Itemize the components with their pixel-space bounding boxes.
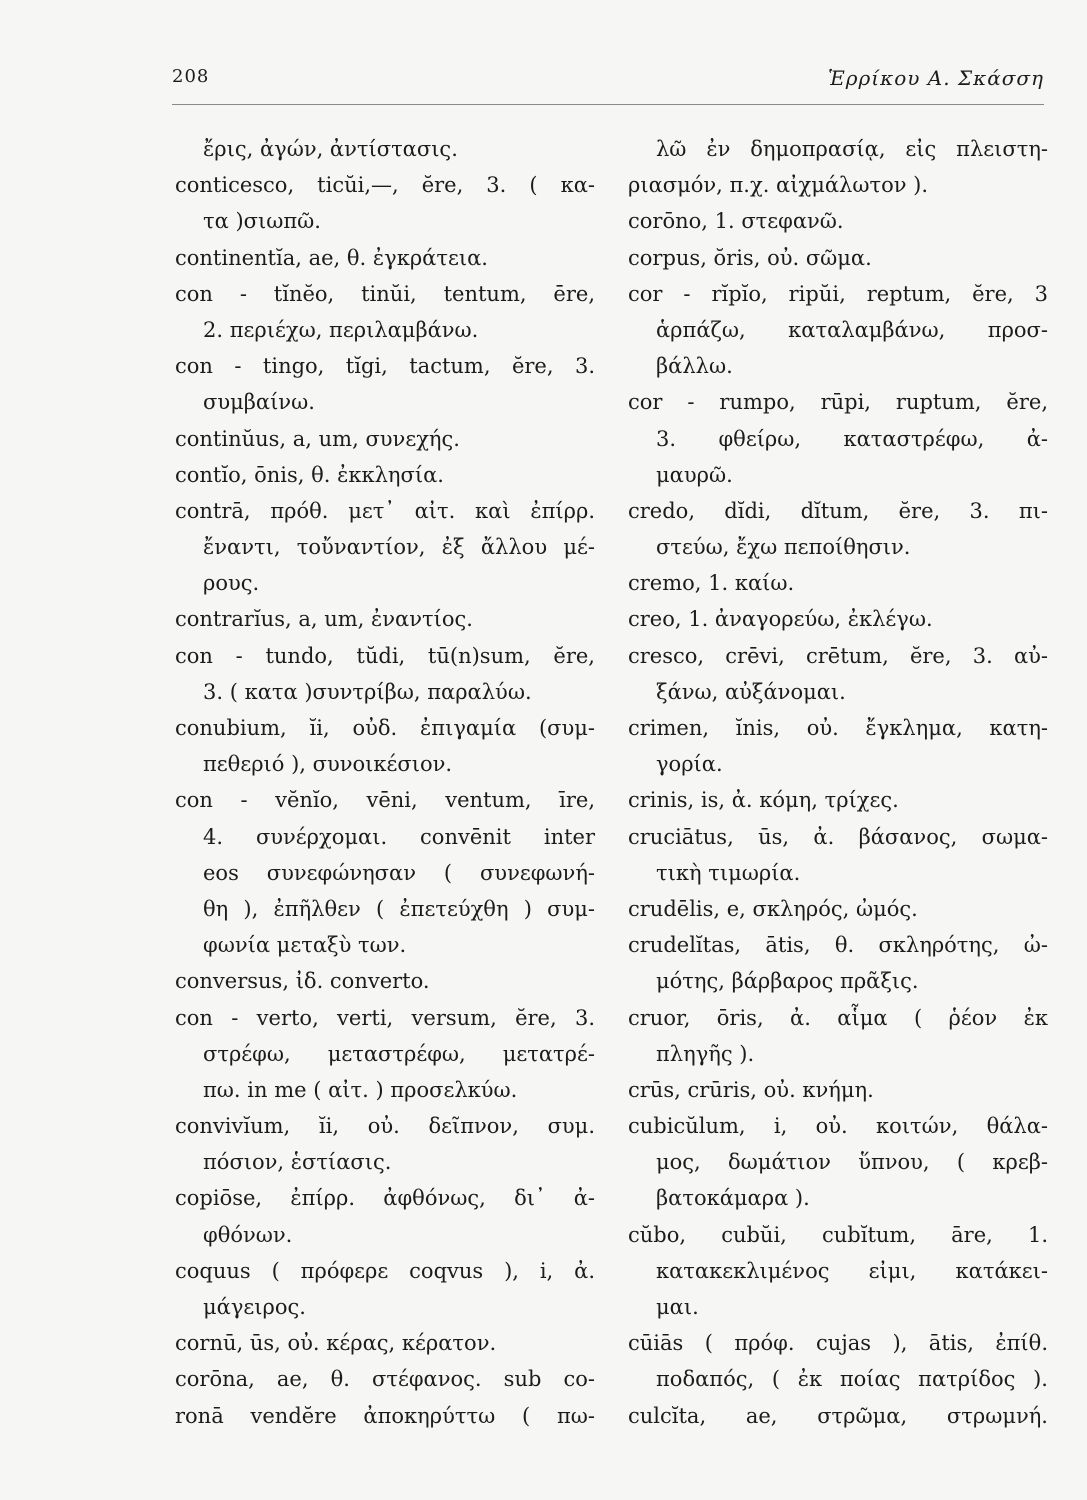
entry-line: 4. συνέρχομαι. convēnit inter xyxy=(203,824,595,849)
header-rule xyxy=(172,104,1044,105)
entry-line: con - verto, verti, versum, ĕre, 3. xyxy=(175,1005,595,1030)
entry-line: πληγῆς ). xyxy=(656,1041,755,1066)
entry-line: coquus ( πρόφερε coqvus ), i, ἀ. xyxy=(175,1258,595,1283)
entry-line: copiōse, ἐπίρρ. ἀφθόνως, δι᾽ ἀ- xyxy=(175,1186,595,1211)
entry-line: 2. περιέχω, περιλαμβάνω. xyxy=(203,317,479,342)
entry-line: cūiās ( πρόφ. cujas ), ātis, ἐπίθ. xyxy=(628,1331,1048,1356)
page-header xyxy=(172,66,1044,106)
entry-line: φωνία μεταξὺ των. xyxy=(203,933,407,958)
entry-line: cruciātus, ūs, ἀ. βάσανος, σωμα- xyxy=(628,824,1048,849)
entry-line: crūs, crūris, οὐ. κνήμη. xyxy=(628,1077,874,1102)
entry-line: 3. φθείρω, καταστρέφω, ἀ- xyxy=(656,426,1048,451)
entry-line: πόσιον, ἑστίασις. xyxy=(203,1150,392,1175)
entry-line: θη ), ἐπῆλθεν ( ἐπετεύχθη ) συμ- xyxy=(203,896,595,921)
entry-line: 3. ( κατα )συντρίβω, παραλύω. xyxy=(203,679,532,704)
entry-line: ριασμόν, π.χ. αἰχμάλωτον ). xyxy=(628,173,929,198)
entry-line: con - tundo, tŭdi, tū(n)sum, ĕre, xyxy=(175,643,595,668)
entry-line: cremo, 1. καίω. xyxy=(628,571,795,596)
entry-line: contĭo, ōnis, θ. ἐκκλησία. xyxy=(175,462,444,487)
entry-line: con - vĕnĭo, vēni, ventum, īre, xyxy=(175,788,595,813)
entry-line: corōna, ae, θ. στέφανος. sub co- xyxy=(175,1367,595,1392)
page-number: 208 xyxy=(172,66,210,87)
running-head: Ἑρρίκου Α. Σκάσση xyxy=(827,66,1044,90)
entry-line: στεύω, ἔχω πεποίθησιν. xyxy=(656,535,911,560)
entry-line: corōno, 1. στεφανῶ. xyxy=(628,209,844,234)
entry-line: τικὴ τιμωρία. xyxy=(656,860,801,885)
entry-line: cor - rumpo, rūpi, ruptum, ĕre, xyxy=(628,390,1048,415)
entry-line: γορία. xyxy=(656,752,723,777)
entry-line: μος, δωμάτιον ὕπνου, ( κρεβ- xyxy=(656,1150,1048,1175)
entry-line: cor - rĭpĭo, ripŭi, reptum, ĕre, 3 xyxy=(628,281,1048,306)
entry-line: crudēlis, e, σκληρός, ὠμός. xyxy=(628,896,918,921)
entry-line: conticesco, ticŭi,—, ĕre, 3. ( κα- xyxy=(175,173,595,198)
entry-line: ξάνω, αὐξάνομαι. xyxy=(656,679,846,704)
entry-line: cresco, crēvi, crētum, ĕre, 3. αὐ- xyxy=(628,643,1048,668)
entry-line: culcĭta, ae, στρῶμα, στρωμνή. xyxy=(628,1403,1048,1428)
entry-line: ronā vendĕre ἀποκηρύττω ( πω- xyxy=(175,1403,595,1428)
entry-line: στρέφω, μεταστρέφω, μετατρέ- xyxy=(203,1041,595,1066)
entry-line: contrā, πρόθ. μετ᾽ αἰτ. καὶ ἐπίρρ. xyxy=(175,498,595,523)
entry-line: convivĭum, ĭi, οὐ. δεῖπνον, συμ. xyxy=(175,1114,595,1139)
entry-line: μαι. xyxy=(656,1295,699,1319)
right-column xyxy=(628,131,1048,1434)
entry-line: con - tĭnĕo, tinŭi, tentum, ēre, xyxy=(175,281,595,306)
entry-line: credo, dĭdi, dĭtum, ĕre, 3. πι- xyxy=(628,498,1048,523)
entry-line: τα )σιωπῶ. xyxy=(203,209,321,234)
entry-line: continŭus, a, um, συνεχής. xyxy=(175,426,460,451)
entry-line: ρους. xyxy=(203,571,260,596)
entry-line: κατακεκλιμένος εἰμι, κατάκει- xyxy=(656,1258,1048,1283)
entry-line: συμβαίνω. xyxy=(203,390,315,415)
entry-line: conubium, ĭi, οὐδ. ἐπιγαμία (συμ- xyxy=(175,716,595,740)
entry-line: cubicŭlum, i, οὐ. κοιτών, θάλα- xyxy=(628,1114,1048,1139)
entry-line: crinis, is, ἀ. κόμη, τρίχες. xyxy=(628,788,899,813)
entry-line: ἔναντι, τοὔναντίον, ἐξ ἄλλου μέ- xyxy=(203,535,595,560)
entry-line: conversus, ἰδ. converto. xyxy=(175,969,430,994)
entry-line: eos συνεφώνησαν ( συνεφωνή- xyxy=(203,860,595,885)
entry-line: πω. in me ( αἰτ. ) προσελκύω. xyxy=(203,1077,518,1102)
entry-line: βατοκάμαρα ). xyxy=(656,1186,810,1211)
entry-line: contrarĭus, a, um, ἐναντίος. xyxy=(175,607,473,632)
entry-line: corpus, ŏris, οὐ. σῶμα. xyxy=(628,245,872,270)
entry-line: φθόνων. xyxy=(203,1222,293,1247)
entry-line: μάγειρος. xyxy=(203,1295,306,1319)
entry-line: cŭbo, cubŭi, cubĭtum, āre, 1. xyxy=(628,1222,1048,1247)
entry-line: cruor, ōris, ἀ. αἷμα ( ῥέον ἐκ xyxy=(628,1005,1048,1030)
entry-line: cornū, ūs, οὐ. κέρας, κέρατον. xyxy=(175,1331,497,1356)
entry-line: continentĭa, ae, θ. ἐγκράτεια. xyxy=(175,245,488,270)
entry-line: πεθεριό ), συνοικέσιον. xyxy=(203,752,453,777)
entry-line: crudelĭtas, ātis, θ. σκληρότης, ὠ- xyxy=(628,933,1048,958)
entry-line: crimen, ĭnis, οὐ. ἔγκλημα, κατη- xyxy=(628,716,1048,740)
entry-line: λῶ ἐν δημοπρασίᾳ, εἰς πλειστη- xyxy=(656,137,1048,161)
left-column xyxy=(175,131,595,1434)
entry-line: ἁρπάζω, καταλαμβάνω, προσ- xyxy=(656,317,1048,342)
entry-line: μότης, βάρβαρος πρᾶξις. xyxy=(656,969,919,994)
entry-line: βάλλω. xyxy=(656,354,733,379)
entry-line: creo, 1. ἀναγορεύω, ἐκλέγω. xyxy=(628,607,933,632)
entry-line: ἔρις, ἀγών, ἀντίστασις. xyxy=(203,137,458,161)
entry-line: μαυρῶ. xyxy=(656,462,733,487)
entry-line: ποδαπός, ( ἐκ ποίας πατρίδος ). xyxy=(656,1367,1048,1392)
entry-line: con - tingo, tĭgi, tactum, ĕre, 3. xyxy=(175,354,595,379)
